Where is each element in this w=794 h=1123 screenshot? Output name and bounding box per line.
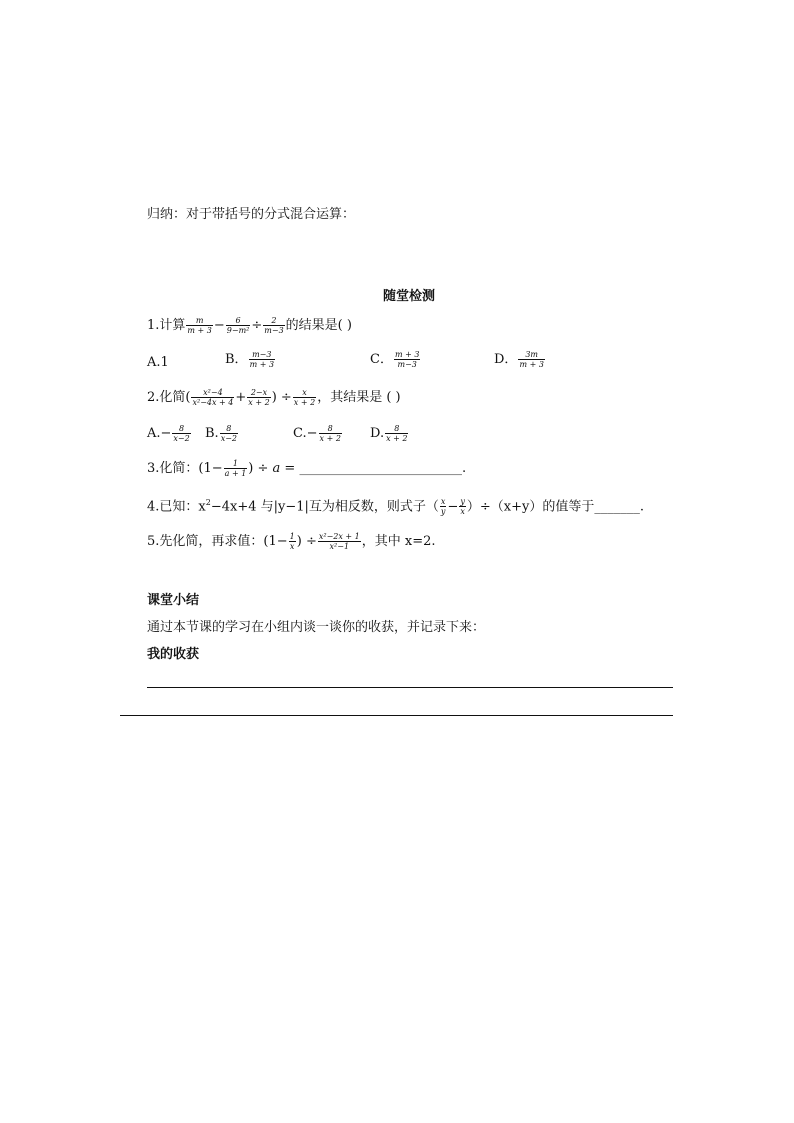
q5-fraction-1: $\frac{1}{x}$ (289, 532, 295, 551)
section-divider (120, 715, 673, 716)
q2-option-d: D. $\frac{8}{x + 2}$ (370, 424, 408, 443)
q5-fraction-2: $\frac{\text{x²−2x + 1}}{\text{x²−1}}$ (318, 532, 360, 551)
q4-fraction-1: $\frac{x}{y}$ (440, 497, 446, 517)
my-gains-label: 我的收获 (147, 647, 200, 662)
question-2: 2.化简( $\frac{\text{x²−4}}{\text{x²−4x + 4}}$ + $\frac{2-x}{x + 2}$ ) ÷ $\frac{x}{x + 2}$ ，其结果是 ( ) (147, 388, 401, 407)
q1-fraction-1: $\frac{m}{m + 3}$ (187, 316, 212, 335)
q1-option-d: D． $\frac{3m}{m + 3}$ (494, 350, 544, 369)
q2-option-b: B. $\frac{8}{x-2}$ (205, 424, 237, 443)
class-summary-title: 课堂小结 (147, 593, 200, 608)
q1-prefix: 1.计算 (147, 318, 186, 333)
q2-fraction-3: $\frac{x}{x + 2}$ (293, 388, 316, 407)
question-5: 5.先化简，再求值：(1− $\frac{1}{x}$ ) ÷ $\frac{\text{x²−2x + 1}}{\text{x²−1}}$ ，其中 x=2. (147, 532, 436, 551)
q1-suffix: 的结果是( ) (285, 318, 352, 333)
q2-option-c: C.− $\frac{8}{x + 2}$ (293, 424, 341, 443)
q3-fraction: $\frac{1}{a + 1}$ (224, 459, 247, 478)
q4-answer-blank: _______ (594, 499, 640, 515)
class-summary-instruction: 通过本节课的学习在小组内谈一谈你的收获，并记录下来： (147, 620, 486, 635)
question-4: 4.已知：$x^2-4x+4$ 与|y−1|互为相反数，则式子（ $\frac{x}{y}$ − $\frac{y}{x}$ ）÷（x+y）的值等于_______. (147, 497, 644, 517)
q1-option-a: A.1 (147, 355, 169, 370)
section-title: 随堂检测 (383, 289, 436, 304)
q3-answer-blank: _________________________ (299, 461, 462, 476)
q1-fraction-2: $\frac{6}{\text{9−m²}}$ (226, 316, 250, 335)
q4-fraction-2: $\frac{y}{x}$ (460, 497, 465, 517)
q1-option-b: B． $\frac{m-3}{m + 3}$ (225, 350, 275, 369)
question-1: 1.计算 $\frac{m}{m + 3}$ − $\frac{6}{\text{9−m²}}$ ÷ $\frac{2}{m-3}$ 的结果是( ) (147, 316, 352, 335)
summary-label: 归纳：对于带括号的分式混合运算： (147, 207, 356, 222)
gains-answer-line[interactable] (147, 687, 673, 688)
q2-fraction-1: $\frac{\text{x²−4}}{\text{x²−4x + 4}}$ (192, 388, 234, 407)
q2-fraction-2: $\frac{2-x}{x + 2}$ (248, 388, 270, 407)
q1-option-c: C． $\frac{m + 3}{m-3}$ (370, 350, 420, 369)
q2-option-a: A.− $\frac{8}{x-2}$ (147, 424, 190, 443)
q1-fraction-3: $\frac{2}{m-3}$ (264, 316, 284, 335)
question-3: 3.化简：(1− $\frac{1}{a + 1}$ ) ÷ a = _________________________. (147, 459, 467, 478)
